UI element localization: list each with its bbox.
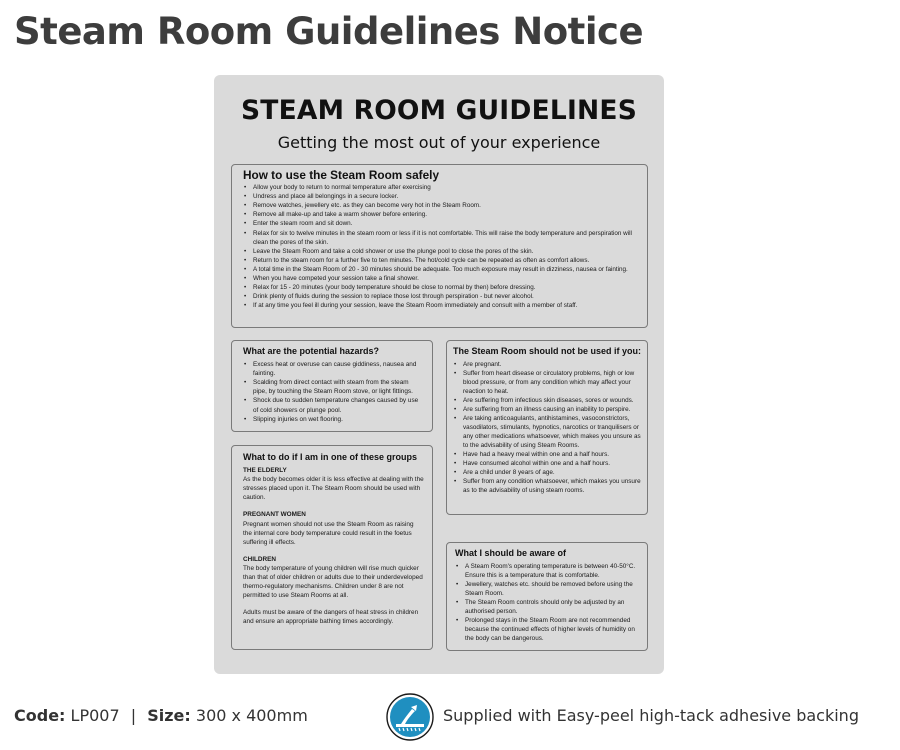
not-used-heading: The Steam Room should not be used if you: — [453, 346, 642, 356]
list-item: • Jewellery, watches etc. should be removed before using the Steam Room. — [455, 580, 641, 598]
page-title: Steam Room Guidelines Notice — [14, 10, 644, 53]
groups-panel — [231, 445, 433, 650]
groups-closing-text: Adults must be aware of the dangers of heat stress in children and ensure an appropriate bathing times accordingly. — [243, 609, 419, 626]
not-used-list — [453, 360, 641, 495]
list-item: • Return to the steam room for a further five to ten minutes. The hot/cold cycle can be repeated as often as comfort allows. — [243, 256, 639, 265]
hazards-list — [243, 360, 424, 424]
list-item: • Suffer from any condition whatsoever, which makes you unsure as to the advisability of using steam rooms. — [453, 477, 641, 495]
separator: | — [130, 706, 137, 725]
list-item: • Scalding from direct contact with steam from the steam pipe, by touching the Steam Room stove, or light fittings. — [243, 378, 424, 396]
list-item: • The Steam Room controls should only be adjusted by an authorised person. — [455, 598, 641, 616]
list-item: • Suffer from heart disease or circulatory problems, high or low blood pressure, or from any condition which may affect your reaction to heat. — [453, 369, 641, 396]
hazards-heading: What are the potential hazards? — [243, 346, 380, 356]
hazards-panel — [231, 340, 433, 432]
list-item: • Are taking anticoagulants, antihistamines, vasoconstrictors, vasodilators, stimulants, hypnotics, narcotics or tranquilisers or any other medications whatsoever, which makes you unsure as to the advisability of using Steam Rooms. — [453, 414, 641, 450]
list-item: • A Steam Room's operating temperature is between 40-50°C. Ensure this is a temperature that is comfortable. — [455, 562, 641, 580]
group-title: CHILDREN — [243, 555, 277, 563]
list-item: • Leave the Steam Room and take a cold shower or use the plunge pool to close the pores of the skin. — [243, 247, 639, 256]
list-item: • Enter the steam room and sit down. — [243, 219, 639, 228]
list-item: • A total time in the Steam Room of 20 - 30 minutes should be adequate. Too much exposure may result in dizziness, nausea or fainting. — [243, 265, 639, 274]
size-value: 300 x 400mm — [195, 706, 308, 725]
size-label: Size: — [147, 706, 191, 725]
group-section-elderly — [243, 466, 424, 502]
list-item: • If at any time you feel ill during your session, leave the Steam Room immediately and consult with a member of staff. — [243, 301, 639, 310]
list-item: • Slipping injuries on wet flooring. — [243, 415, 424, 424]
group-text: The body temperature of young children will rise much quicker than that of older children or adults due to their underdeveloped thermo-regulatory mechanisms. Children under 8 are not permitted to use Steam Rooms at all. — [243, 564, 423, 600]
backing-text: Supplied with Easy-peel high-tack adhesive backing — [443, 706, 859, 725]
sign-title: STEAM ROOM GUIDELINES — [241, 95, 637, 126]
group-text: Pregnant women should not use the Steam Room as raising the internal core body temperature could result in the foetus suffering ill effects. — [243, 520, 414, 546]
list-item: • Have had a heavy meal within one and a half hours. — [453, 450, 641, 459]
safe-use-heading: How to use the Steam Room safely — [243, 168, 440, 182]
list-item: • Are a child under 8 years of age. — [453, 468, 641, 477]
safe-use-panel — [231, 164, 648, 328]
aware-heading: What I should be aware of — [455, 548, 567, 558]
aware-panel — [446, 542, 648, 651]
list-item: • When you have competed your session take a final shower. — [243, 274, 639, 283]
aware-list — [455, 562, 641, 643]
group-section-children — [243, 555, 424, 600]
safe-use-list — [243, 183, 639, 310]
list-item: • Shock due to sudden temperature changes caused by use of cold showers or plunge pool. — [243, 396, 424, 414]
list-item: • Are pregnant. — [453, 360, 641, 369]
list-item: • Excess heat or overuse can cause giddiness, nausea and fainting. — [243, 360, 424, 378]
list-item: • Have consumed alcohol within one and a half hours. — [453, 459, 641, 468]
group-title: PREGNANT WOMEN — [243, 511, 306, 519]
list-item: • Remove watches, jewellery etc. as they can become very hot in the Steam Room. — [243, 201, 639, 210]
list-item: • Are suffering from an illness causing an inability to perspire. — [453, 405, 641, 414]
list-item: • Are suffering from infectious skin diseases, sores or wounds. — [453, 396, 641, 405]
list-item: • Remove all make-up and take a warm shower before entering. — [243, 210, 639, 219]
code-label: Code: — [14, 706, 66, 725]
guidelines-sign — [214, 75, 664, 674]
list-item: • Allow your body to return to normal temperature after exercising — [243, 183, 639, 192]
group-text: As the body becomes older it is less effective at dealing with the stresses placed upon it. The Steam Room should be used with caution. — [243, 476, 424, 502]
code-value: LP007 — [70, 706, 120, 725]
sign-subtitle: Getting the most out of your experience — [277, 133, 601, 152]
not-used-panel — [446, 340, 648, 515]
groups-heading: What to do if I am in one of these groups — [243, 452, 417, 462]
list-item: • Prolonged stays in the Steam Room are not recommended because the continued effects of higher levels of humidity on the body can be dangerous. — [455, 616, 641, 643]
easy-peel-icon — [386, 693, 434, 741]
list-item: • Relax for six to twelve minutes in the steam room or less if it is not comfortable. This will raise the body temperature and perspiration will clean the pores of the skin. — [243, 229, 639, 247]
product-code-line — [14, 706, 308, 725]
group-title: THE ELDERLY — [243, 467, 287, 475]
list-item: • Undress and place all belongings in a secure locker. — [243, 192, 639, 201]
list-item: • Relax for 15 - 20 minutes (your body temperature should be close to normal by then) before dressing. — [243, 283, 639, 292]
group-section-pregnant — [243, 510, 424, 546]
list-item: • Drink plenty of fluids during the session to replace those lost through perspiration - but never alcohol. — [243, 292, 639, 301]
